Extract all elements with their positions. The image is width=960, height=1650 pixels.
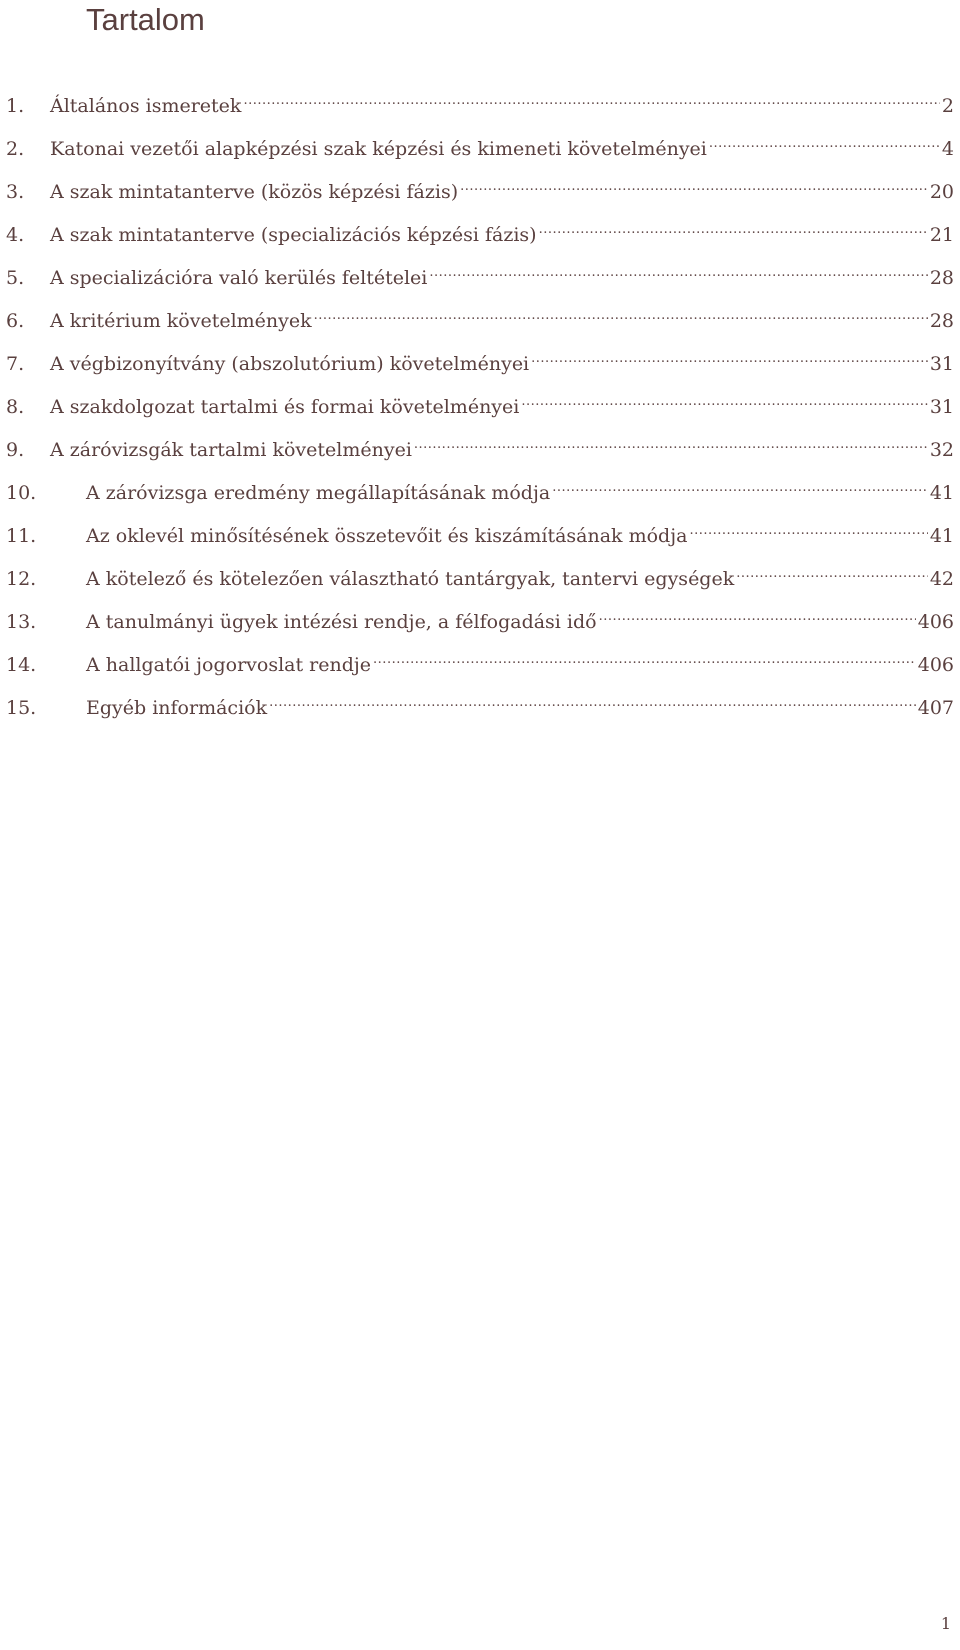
toc-entry[interactable] xyxy=(6,297,954,332)
toc-entry-page: 407 xyxy=(917,697,954,719)
toc-entry-page: 20 xyxy=(929,181,954,203)
toc-dot-leader xyxy=(531,340,928,370)
toc-entry-number: 2. xyxy=(6,138,25,160)
toc-entry[interactable] xyxy=(6,340,954,375)
toc-entry-page: 31 xyxy=(929,396,954,418)
toc-entry[interactable] xyxy=(6,168,954,203)
toc-entry[interactable] xyxy=(6,555,954,590)
toc-entry-number: 5. xyxy=(6,267,25,289)
toc-entry[interactable] xyxy=(6,641,954,676)
toc-dot-leader xyxy=(373,641,916,671)
toc-entry[interactable] xyxy=(6,684,954,719)
toc-entry-label: A kötelező és kötelezően választható tantárgyak, tantervi egységek xyxy=(86,568,735,590)
toc-entry[interactable] xyxy=(6,82,954,117)
toc-entry-number: 1. xyxy=(6,95,25,117)
toc-entry-label: A szak mintatanterve (specializációs képzési fázis) xyxy=(50,224,537,246)
toc-entry-number: 11. xyxy=(6,525,37,547)
toc-entry-number: 7. xyxy=(6,353,25,375)
toc-dot-leader xyxy=(460,168,928,198)
toc-entry-number: 4. xyxy=(6,224,25,246)
toc-entry[interactable] xyxy=(6,383,954,418)
toc-entry-label: A szak mintatanterve (közös képzési fázis) xyxy=(50,181,459,203)
toc-dot-leader xyxy=(689,512,927,542)
toc-entry-number: 8. xyxy=(6,396,25,418)
toc-entry-label: Általános ismeretek xyxy=(50,95,242,117)
toc-dot-leader xyxy=(243,82,939,112)
toc-entry-number: 13. xyxy=(6,611,37,633)
toc-dot-leader xyxy=(314,297,928,327)
toc-entry-label: A tanulmányi ügyek intézési rendje, a félfogadási idő xyxy=(86,611,597,633)
toc-entry-page: 4 xyxy=(941,138,954,160)
toc-entry-page: 31 xyxy=(929,353,954,375)
toc-dot-leader xyxy=(429,254,927,284)
toc-entry[interactable] xyxy=(6,254,954,289)
toc-entry-page: 406 xyxy=(917,611,954,633)
toc-entry-number: 9. xyxy=(6,439,25,461)
toc-entry[interactable] xyxy=(6,512,954,547)
toc-dot-leader xyxy=(521,383,927,413)
toc-entry-page: 2 xyxy=(941,95,954,117)
page-number: 1 xyxy=(940,1614,951,1633)
toc-entry[interactable] xyxy=(6,598,954,633)
toc-entry-label: Katonai vezetői alapképzési szak képzési és kimeneti követelményei xyxy=(50,138,707,160)
toc-dot-leader xyxy=(414,426,928,456)
toc-entry[interactable] xyxy=(6,125,954,160)
toc-entry-number: 3. xyxy=(6,181,25,203)
toc-entry-number: 6. xyxy=(6,310,25,332)
toc-entry-number: 14. xyxy=(6,654,37,676)
toc-entry-label: A hallgatói jogorvoslat rendje xyxy=(86,654,372,676)
toc-entry-label: A kritérium követelmények xyxy=(50,310,312,332)
toc-entry-label: A specializációra való kerülés feltételei xyxy=(50,267,428,289)
toc-entry-label: Az oklevél minősítésének összetevőit és kiszámításának módja xyxy=(86,525,688,547)
toc-entry[interactable] xyxy=(6,469,954,504)
toc-entry-label: A végbizonyítvány (abszolutórium) követelményei xyxy=(50,353,530,375)
toc-entry-page: 42 xyxy=(929,568,954,590)
toc-entry-page: 41 xyxy=(929,482,954,504)
toc-dot-leader xyxy=(539,211,928,241)
toc-entry-page: 406 xyxy=(917,654,954,676)
toc-entry[interactable] xyxy=(6,426,954,461)
toc-entry-number: 10. xyxy=(6,482,37,504)
toc-entry-label: A záróvizsgák tartalmi követelményei xyxy=(50,439,412,461)
toc-entry-page: 28 xyxy=(929,267,954,289)
page-title: Tartalom xyxy=(86,2,205,37)
toc-entry-number: 15. xyxy=(6,697,37,719)
toc-entry[interactable] xyxy=(6,211,954,246)
toc-dot-leader xyxy=(269,684,916,714)
toc-entry-page: 28 xyxy=(929,310,954,332)
toc-entry-label: Egyéb információk xyxy=(86,697,268,719)
toc-entry-page: 21 xyxy=(929,224,954,246)
toc-entry-label: A szakdolgozat tartalmi és formai követelményei xyxy=(50,396,520,418)
toc-dot-leader xyxy=(599,598,916,628)
toc-entry-label: A záróvizsga eredmény megállapításának módja xyxy=(86,482,551,504)
toc-entry-page: 41 xyxy=(929,525,954,547)
toc-dot-leader xyxy=(552,469,928,499)
toc-dot-leader xyxy=(709,125,940,155)
toc-entry-page: 32 xyxy=(929,439,954,461)
toc-dot-leader xyxy=(736,555,928,585)
toc-entry-number: 12. xyxy=(6,568,37,590)
